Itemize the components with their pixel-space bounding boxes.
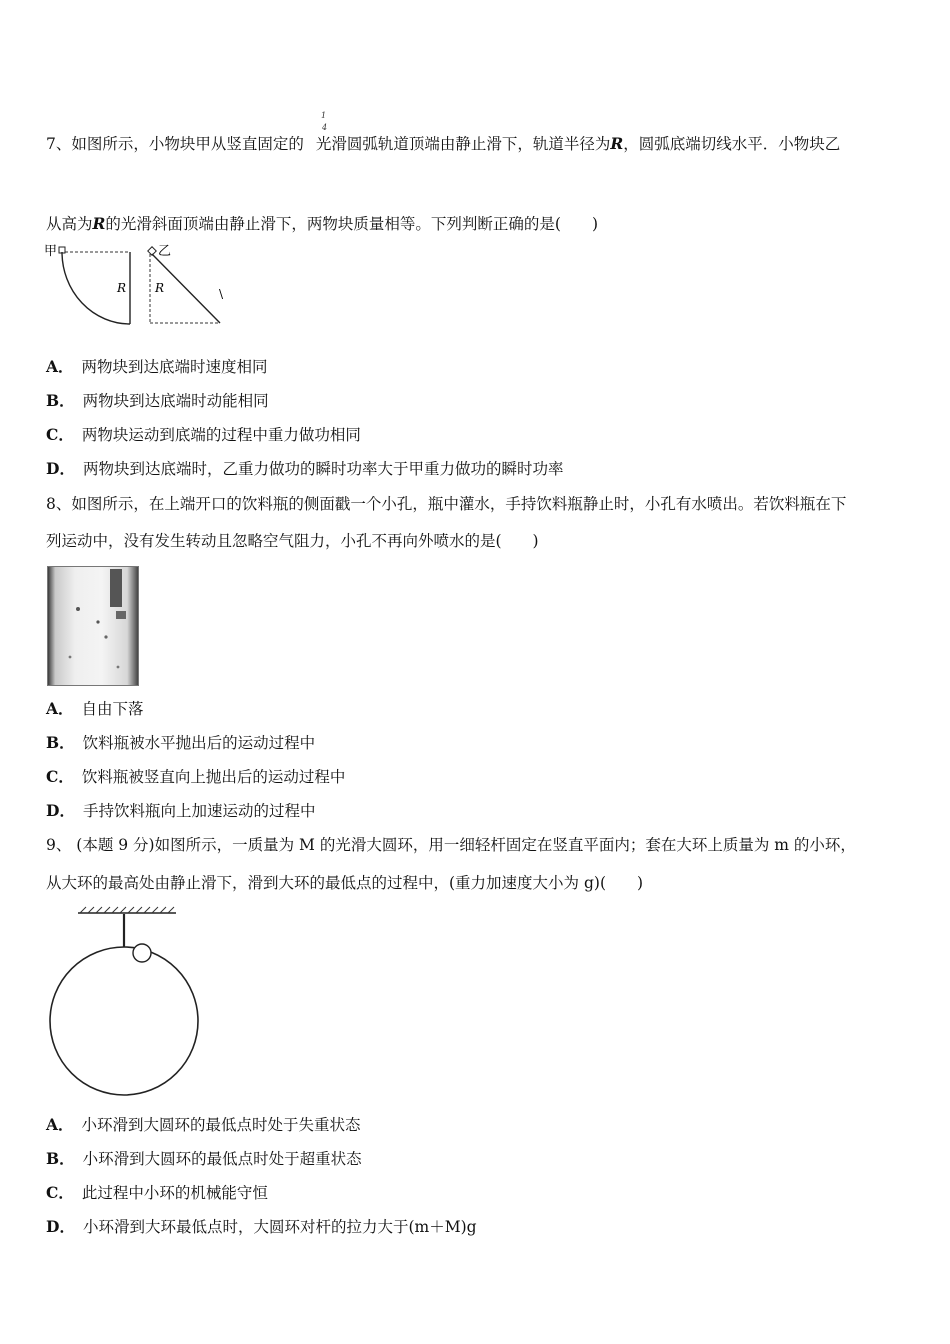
option-letter: D． — [46, 459, 75, 478]
q7-label-yi: 乙 — [158, 244, 172, 259]
q9-large-ring — [50, 947, 198, 1095]
option-text: 此过程中小环的机械能守恒 — [81, 1184, 268, 1202]
option-text: 两物块运动到底端的过程中重力做功相同 — [81, 426, 361, 444]
q8-hand-shape — [110, 569, 122, 607]
option-text: 小环滑到大环最低点时，大圆环对杆的拉力大于(m＋M)g — [82, 1218, 477, 1236]
q9-option-d — [46, 1217, 477, 1237]
q7-stem-text-e: 的光滑斜面顶端由静止滑下，两物块质量相等。下列判断正确的是( ) — [105, 215, 599, 233]
q9-option-c — [46, 1183, 268, 1203]
q8-bottle-hole — [116, 611, 126, 619]
option-text: 手持饮料瓶向上加速运动的过程中 — [82, 802, 316, 820]
option-text: 自由下落 — [81, 700, 144, 718]
q8-photo-details — [48, 567, 138, 685]
option-letter: C． — [46, 1183, 74, 1202]
q7-stem-text-d: 从高为 — [46, 215, 93, 233]
q7-option-b — [46, 391, 269, 411]
q7-option-d — [46, 459, 563, 479]
q9-option-b — [46, 1149, 362, 1169]
q7-label-jia: 甲 — [44, 244, 58, 259]
q9-option-a — [46, 1115, 361, 1135]
option-text: 饮料瓶被水平抛出后的运动过程中 — [82, 734, 316, 752]
q7-stem-text-a: 7、如图所示，小物块甲从竖直固定的 — [46, 135, 304, 153]
option-letter: A． — [46, 357, 74, 376]
option-letter: B． — [46, 733, 75, 752]
q7-mark: \ — [219, 287, 224, 301]
q7-figure — [40, 240, 240, 330]
q7-label-r1: R — [117, 281, 127, 295]
q9-ring-figure — [46, 905, 206, 1100]
q8-option-c — [46, 767, 345, 787]
q7-fraction-denominator: 4 — [322, 123, 328, 132]
q7-stem-line2 — [46, 214, 598, 234]
option-text: 两物块到达底端时速度相同 — [81, 358, 268, 376]
q9-stem-line2: 从大环的最高处由静止滑下，滑到大环的最低点的过程中，(重力加速度大小为 g)( ) — [46, 874, 644, 892]
q7-option-c — [46, 425, 361, 445]
q7-fraction-numerator: 1 — [321, 111, 327, 120]
option-letter: D． — [46, 1217, 75, 1236]
q8-water-drop — [117, 666, 120, 669]
option-letter: B． — [46, 1149, 75, 1168]
q9-small-ring — [133, 944, 151, 962]
option-letter: A． — [46, 1115, 74, 1134]
q8-water-drop — [104, 635, 107, 638]
q8-water-drop — [69, 656, 72, 659]
option-text: 两物块到达底端时动能相同 — [82, 392, 269, 410]
q8-option-b — [46, 733, 315, 753]
option-letter: D． — [46, 801, 75, 820]
q7-label-r2: R — [155, 281, 165, 295]
q8-stem-line2: 列运动中，没有发生转动且忽略空气阻力，小孔不再向外喷水的是( ) — [46, 532, 539, 550]
q9-stem-line1: 9、 (本题 9 分)如图所示，一质量为 M 的光滑大圆环，用一细轻杆固定在竖直平面内；套在大环上质量为 m 的小环， — [46, 836, 856, 854]
q7-option-a — [46, 357, 268, 377]
q7-stem-text-c: ，圆弧底端切线水平．小物块乙 — [623, 135, 841, 153]
q8-stem-line1: 8、如图所示，在上端开口的饮料瓶的侧面戳一个小孔，瓶中灌水，手持饮料瓶静止时，小孔有水喷出。若饮料瓶在下 — [46, 495, 847, 513]
q8-bottle-photo — [47, 566, 139, 686]
option-letter: C． — [46, 425, 74, 444]
q8-option-a — [46, 699, 144, 719]
q7-height-var: R — [92, 214, 106, 233]
q9-ceiling-hatch — [80, 907, 174, 913]
q7-stem-text-b: 光滑圆弧轨道顶端由静止滑下，轨道半径为 — [315, 135, 611, 153]
option-text: 饮料瓶被竖直向上抛出后的运动过程中 — [81, 768, 346, 786]
q7-block-yi — [148, 247, 156, 255]
q8-water-drop — [96, 620, 99, 623]
option-text: 小环滑到大圆环的最低点时处于失重状态 — [81, 1116, 361, 1134]
q7-stem-line1 — [46, 134, 840, 154]
option-text: 两物块到达底端时，乙重力做功的瞬时功率大于甲重力做功的瞬时功率 — [82, 460, 564, 478]
option-letter: C． — [46, 767, 74, 786]
q8-water-drop — [76, 607, 80, 611]
option-text: 小环滑到大圆环的最低点时处于超重状态 — [82, 1150, 362, 1168]
option-letter: A． — [46, 699, 74, 718]
q7-radius-var: R — [610, 134, 624, 153]
option-letter: B． — [46, 391, 75, 410]
q8-option-d — [46, 801, 315, 821]
